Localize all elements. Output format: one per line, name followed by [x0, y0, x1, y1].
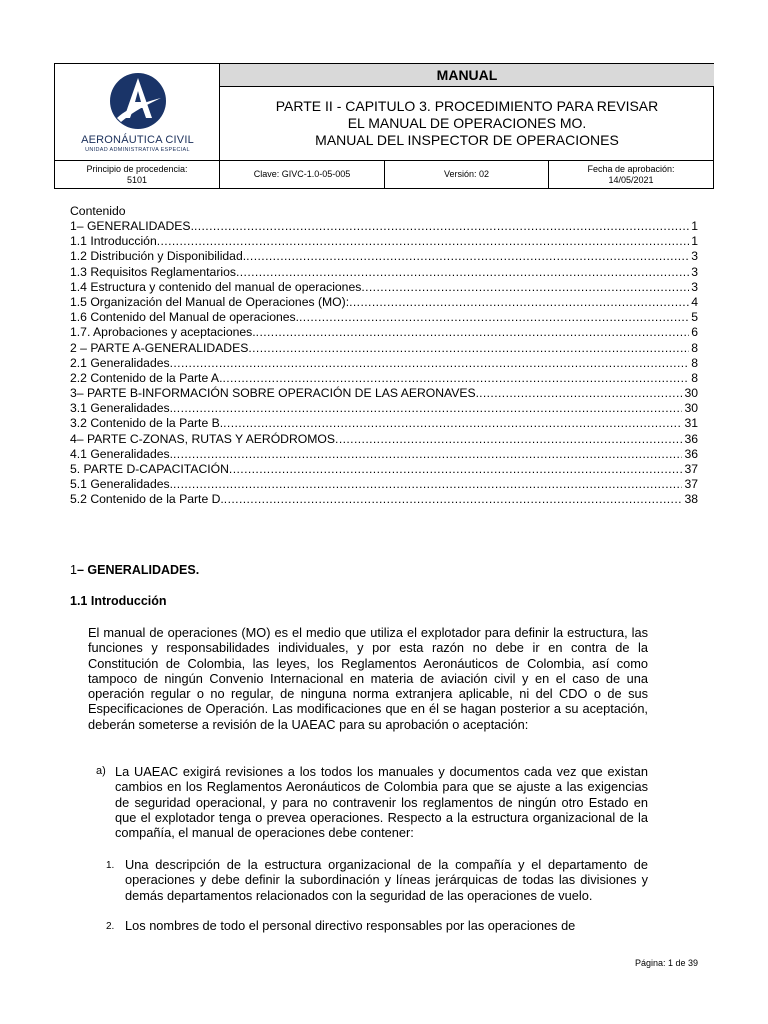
toc-entry[interactable]: [70, 310, 698, 325]
toc-entry-page: 8: [691, 370, 698, 385]
table-of-contents: [70, 204, 698, 508]
toc-entry[interactable]: [70, 249, 698, 264]
toc-entry[interactable]: [70, 492, 698, 507]
toc-leader-dots: [236, 265, 689, 280]
toc-entries: [70, 219, 698, 508]
toc-entry[interactable]: [70, 432, 698, 447]
clave-cell: [220, 161, 385, 188]
toc-entry[interactable]: [70, 341, 698, 356]
list-item-1: [106, 857, 648, 903]
toc-entry-label: 3.2 Contenido de la Parte B.: [70, 416, 224, 431]
toc-entry-page: 30: [684, 401, 698, 416]
list-item-text: La UAEAC exigirá revisiones a los todos los manuales y documentos cada vez que existan cambios en los Reglamentos Aeronáuticos de Colombia para que se ajuste a las exigencias de seguridad operacional, y para no contravenir los reglamentos de ningún otro Estado en que el explotador tenga o prevea operaciones. Respecto a la estructura organizacional de la compañía, el manual de operaciones debe contener:: [115, 764, 648, 841]
list-marker: 2.: [106, 921, 115, 932]
fecha-value: 14/05/2021: [608, 174, 654, 185]
toc-entry[interactable]: [70, 356, 698, 371]
toc-leader-dots: [361, 280, 689, 295]
toc-entry-label: 5.1 Generalidades.: [70, 477, 173, 492]
list-item-text: Una descripción de la estructura organizacional de la compañía y el departamento de operaciones y debe definir la subordinación y líneas jerárquicas de todas las divisiones y demás departamentos relacionados con la seguridad de las operaciones de vuelo.: [125, 857, 648, 903]
toc-leader-dots: [229, 462, 683, 477]
toc-entry-label: 4– PARTE C-ZONAS, RUTAS Y AERÓDROMOS: [70, 431, 336, 446]
toc-entry-page: 8: [691, 355, 698, 370]
toc-entry-page: 3: [691, 264, 698, 279]
toc-entry-page: 36: [684, 431, 698, 446]
toc-leader-dots: [349, 295, 689, 310]
toc-leader-dots: [173, 401, 682, 416]
toc-entry[interactable]: [70, 477, 698, 492]
toc-entry-page: 37: [684, 462, 698, 476]
fecha-label: Fecha de aprobación:: [587, 163, 675, 174]
toc-entry[interactable]: [70, 295, 698, 310]
toc-entry-label: 5.2 Contenido de la Parte D.: [70, 492, 224, 507]
document-subtitle: [220, 87, 714, 160]
header-meta-row: [55, 160, 713, 188]
toc-leader-dots: [170, 356, 690, 371]
toc-leader-dots: [223, 416, 682, 431]
list-item-text: Los nombres de todo el personal directivo responsables por las operaciones de: [125, 918, 576, 933]
toc-leader-dots: [246, 249, 689, 264]
toc-leader-dots: [299, 310, 689, 325]
toc-entry-label: 1.3 Requisitos Reglamentarios: [70, 264, 236, 279]
logo-cell: [55, 64, 220, 160]
principio-label: Principio de procedencia:: [86, 163, 188, 174]
toc-leader-dots: [173, 447, 682, 462]
toc-entry-label: 1.1 Introducción: [70, 234, 157, 249]
toc-entry-label: 3– PARTE B-INFORMACIÓN SOBRE OPERACIÓN DE LAS AERONAVES.: [70, 386, 480, 401]
toc-entry-label: 1.6 Contenido del Manual de operaciones.: [70, 310, 300, 325]
list-marker: a): [96, 765, 106, 777]
toc-entry-page: 6: [691, 325, 698, 340]
toc-entry[interactable]: [70, 371, 698, 386]
toc-entry[interactable]: [70, 265, 698, 280]
toc-entry-label: 2 – PARTE A-GENERALIDADES: [70, 340, 249, 355]
subtitle-line: EL MANUAL DE OPERACIONES MO.: [347, 115, 587, 131]
toc-entry-page: 1: [691, 234, 698, 249]
toc-entry-page: 3: [691, 249, 698, 264]
toc-entry-page: 4: [691, 294, 698, 309]
toc-entry[interactable]: [70, 234, 698, 249]
toc-entry-label: 4.1 Generalidades.: [70, 446, 173, 461]
subtitle-line: MANUAL DEL INSPECTOR DE OPERACIONES: [315, 132, 619, 148]
logo-subtitle: UNIDAD ADMINISTRATIVA ESPECIAL: [85, 147, 190, 153]
toc-entry-page: 36: [684, 446, 698, 461]
toc-entry-label: 3.1 Generalidades.: [70, 401, 173, 416]
toc-entry[interactable]: [70, 447, 698, 462]
toc-entry-label: 2.1 Generalidades: [70, 355, 170, 370]
toc-entry-page: 31: [684, 416, 698, 431]
list-marker: 1.: [106, 860, 115, 871]
document-header: [54, 63, 714, 189]
principio-value: 5101: [126, 174, 148, 185]
toc-entry-label: 1.2 Distribución y Disponibilidad.: [70, 249, 247, 264]
principio-cell: [55, 161, 220, 188]
aerocivil-logo-icon: [109, 72, 167, 130]
document-type-title: MANUAL: [220, 64, 714, 87]
toc-entry[interactable]: [70, 462, 698, 477]
list-item-a: [96, 764, 648, 840]
fecha-cell: [549, 161, 713, 188]
toc-entry-label: 1.4 Estructura y contenido del manual de operaciones: [70, 279, 362, 294]
toc-entry-page: 5: [691, 310, 698, 325]
toc-leader-dots: [173, 477, 682, 492]
toc-heading: Contenido: [70, 204, 126, 218]
toc-entry[interactable]: [70, 219, 698, 234]
clave-text: Clave: GIVC-1.0-05-005: [253, 169, 351, 179]
toc-entry-label: 2.2 Contenido de la Parte A.: [70, 370, 223, 385]
subtitle-line: PARTE II - CAPITULO 3. PROCEDIMIENTO PARA REVISAR: [275, 98, 659, 114]
version-text: Versión: 02: [443, 169, 490, 179]
toc-entry[interactable]: [70, 325, 698, 340]
list-item-2: [106, 918, 648, 933]
toc-leader-dots: [479, 386, 682, 401]
page-number: Página: 1 de 39: [634, 958, 698, 968]
toc-leader-dots: [222, 371, 689, 386]
logo-name: AERONÁUTICA CIVIL: [81, 134, 194, 146]
intro-paragraph: El manual de operaciones (MO) es el medio que utiliza el explotador para definir la estructura, las funciones y responsabilidades individuales, y por esta razón no debe ir en contra de la Constitución de Colombia, las leyes, los Reglamentos Aeronáuticos de Colombia, así como tampoco de ningún Convenio Internacional en materia de aviación civil y en el caso de una operación regular o no regular, de ninguna norma extranjera aplicable, ni del CDO o de sus Especificaciones de Operación. Las modificaciones que en él se hagan posterior a su aceptación, deberán someterse a revisión de la UAEAC para su aprobación o aceptación:: [88, 625, 648, 732]
toc-entry-label: 1.5 Organización del Manual de Operaciones (MO):: [70, 294, 350, 309]
section-number: 1: [70, 563, 77, 577]
toc-entry-page: 1: [691, 219, 698, 233]
toc-leader-dots: [256, 325, 690, 340]
toc-entry-page: 38: [684, 492, 698, 507]
toc-entry-label: 5. PARTE D-CAPACITACIÓN: [70, 462, 229, 476]
toc-leader-dots: [248, 341, 689, 356]
toc-entry-page: 30: [684, 386, 698, 401]
toc-entry-page: 37: [684, 477, 698, 492]
toc-entry[interactable]: [70, 416, 698, 431]
section-1-heading: [70, 563, 199, 577]
toc-entry-label: 1.7. Aprobaciones y aceptaciones.: [70, 325, 256, 340]
toc-leader-dots: [157, 234, 689, 249]
toc-entry[interactable]: [70, 401, 698, 416]
toc-entry[interactable]: [70, 386, 698, 401]
toc-entry-label: 1– GENERALIDADES.: [70, 219, 194, 233]
version-cell: [385, 161, 549, 188]
toc-leader-dots: [194, 219, 689, 234]
toc-entry[interactable]: [70, 280, 698, 295]
toc-entry-page: 3: [691, 279, 698, 294]
subsection-1-1-heading: 1.1 Introducción: [70, 594, 167, 608]
toc-leader-dots: [335, 432, 682, 447]
toc-leader-dots: [224, 492, 683, 507]
section-title: – GENERALIDADES.: [76, 563, 200, 577]
toc-entry-page: 8: [691, 340, 698, 355]
